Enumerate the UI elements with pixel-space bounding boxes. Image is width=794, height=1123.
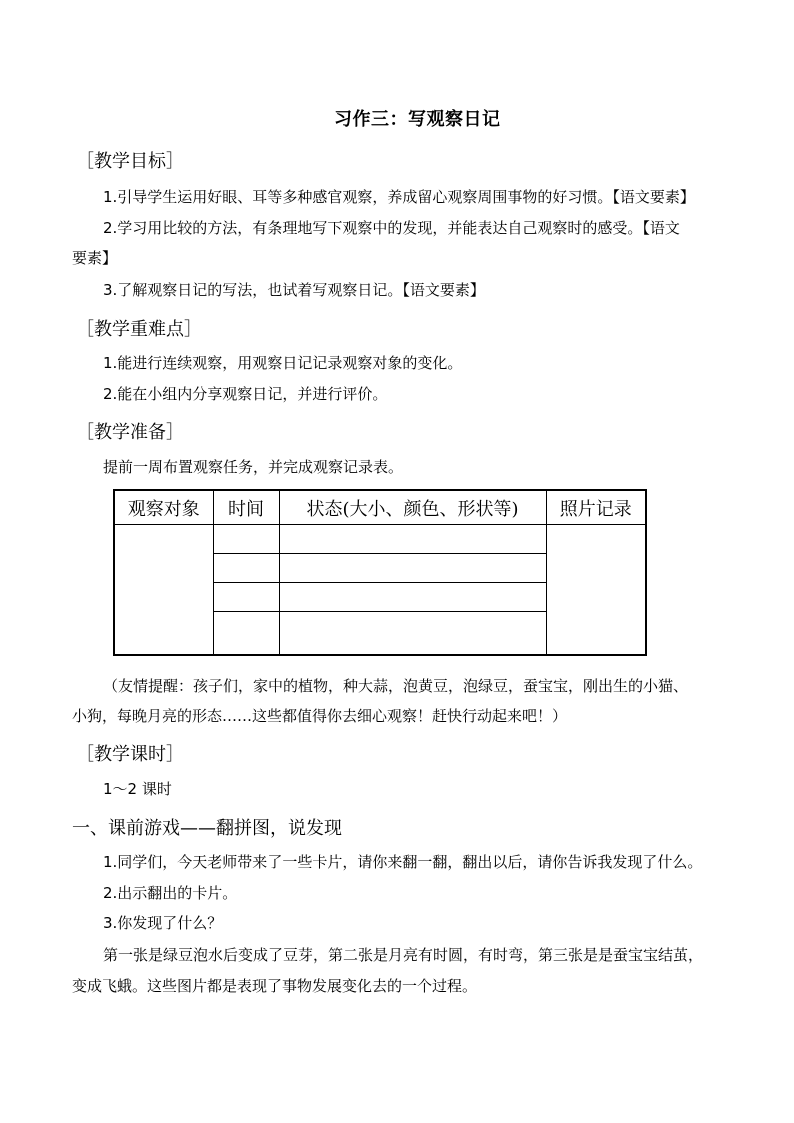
table-cell-time <box>213 612 279 656</box>
table-cell-time <box>213 525 279 554</box>
goal-item-2-line-2: 要素】 <box>72 249 118 267</box>
table-cell-photo <box>546 525 646 656</box>
table-header-status: 状态(大小、颜色、形状等) <box>279 490 546 525</box>
key-point-item-2: 2.能在小组内分享观察日记，并进行评价。 <box>103 385 388 403</box>
table-cell-status <box>279 583 546 612</box>
section-heading-hours: ［教学课时］ <box>76 744 184 765</box>
table-header-time: 时间 <box>213 490 279 525</box>
part-one-item-3: 3.你发现了什么？ <box>103 914 223 932</box>
reminder-line-1: （友情提醒：孩子们，家中的植物，种大蒜，泡黄豆，泡绿豆，蚕宝宝，刚出生的小猫、 <box>103 677 689 695</box>
page-title: 习作三：写观察日记 <box>334 109 501 130</box>
part-one-item-1: 1.同学们，今天老师带来了一些卡片，请你来翻一翻，翻出以后，请你告诉我发现了什么。 <box>103 853 703 871</box>
table-header-photo: 照片记录 <box>546 490 646 525</box>
part-one-paragraph-line-1: 第一张是绿豆泡水后变成了豆芽，第二张是月亮有时圆，有时弯，第三张是是蚕宝宝结茧， <box>103 946 704 964</box>
observation-record-table <box>113 489 647 656</box>
section-heading-prep: ［教学准备］ <box>76 422 184 443</box>
table-cell-time <box>213 554 279 583</box>
part-one-paragraph-line-2: 变成飞蛾。这些图片都是表现了事物发展变化去的一个过程。 <box>72 977 478 995</box>
section-heading-goals: ［教学目标］ <box>76 151 184 172</box>
table-header-row <box>114 490 646 525</box>
table-cell-status <box>279 612 546 656</box>
hours-text: 1～2 课时 <box>103 780 172 798</box>
prep-text: 提前一周布置观察任务，并完成观察记录表。 <box>103 458 404 476</box>
part-one-heading: 一、课前游戏——翻拼图，说发现 <box>72 818 342 839</box>
part-one-item-2: 2.出示翻出的卡片。 <box>103 884 238 902</box>
table-cell-object <box>114 525 213 656</box>
reminder-line-2: 小狗，每晚月亮的形态……这些都值得你去细心观察！赶快行动起来吧！） <box>72 707 568 725</box>
goal-item-1: 1.引导学生运用好眼、耳等多种感官观察，养成留心观察周围事物的好习惯。【语文要素】 <box>103 188 695 206</box>
goal-item-3: 3.了解观察日记的写法，也试着写观察日记。【语文要素】 <box>103 281 485 299</box>
table-header-object: 观察对象 <box>114 490 213 525</box>
goal-item-2-line-1: 2.学习用比较的方法，有条理地写下观察中的发现，并能表达自己观察时的感受。【语文 <box>103 219 680 237</box>
table-row <box>114 525 646 554</box>
key-point-item-1: 1.能进行连续观察，用观察日记记录观察对象的变化。 <box>103 354 463 372</box>
section-heading-key-points: ［教学重难点］ <box>76 319 202 340</box>
table-cell-time <box>213 583 279 612</box>
table-cell-status <box>279 554 546 583</box>
table-cell-status <box>279 525 546 554</box>
